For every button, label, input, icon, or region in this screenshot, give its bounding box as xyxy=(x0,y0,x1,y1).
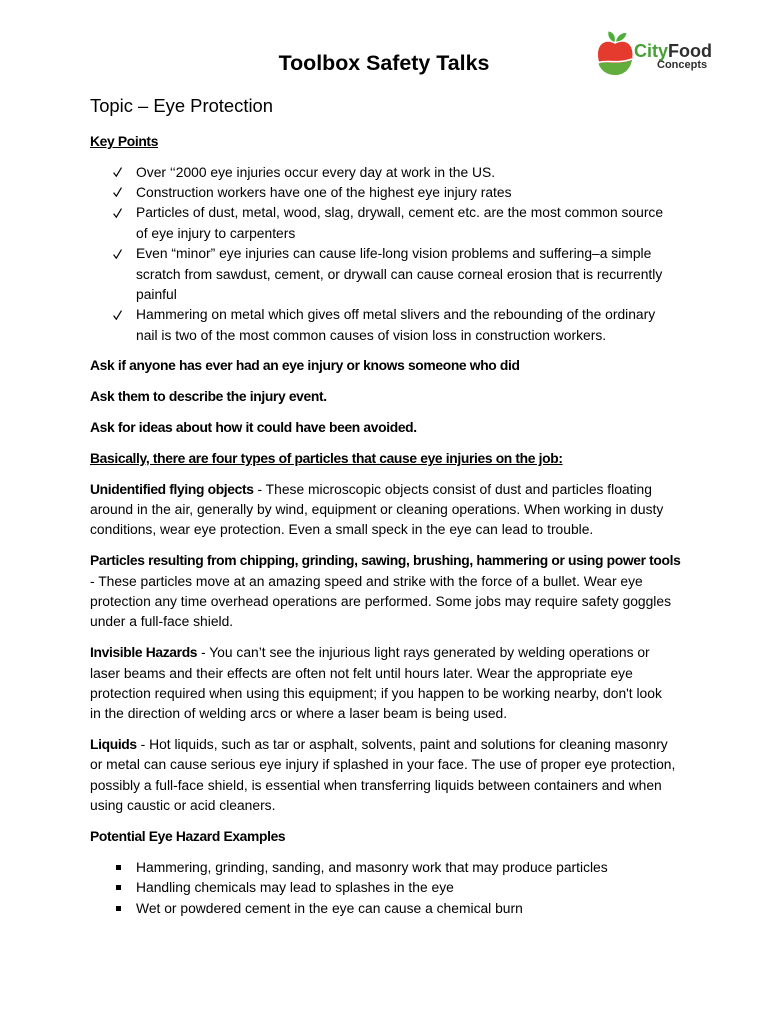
key-point-text: Over ‘‘2000 eye injuries occur every day at work in the US. xyxy=(136,163,496,180)
hazard-example-item xyxy=(90,877,730,897)
check-icon xyxy=(113,208,122,218)
paragraph-line: protection required when using this equipment; if you happen to be working nearby, don't look xyxy=(90,684,662,701)
check-mark-stroke xyxy=(114,168,122,177)
check-mark-stroke xyxy=(114,249,122,258)
check-mark-stroke xyxy=(114,310,122,319)
key-points-heading: Key Points xyxy=(90,132,159,149)
particle-types-heading: Basically, there are four types of particles that cause eye injuries on the job: xyxy=(90,449,563,466)
logo-wordmark xyxy=(634,41,712,61)
check-icon xyxy=(113,167,122,177)
particle-type-name: Particles resulting from chipping, grinding, sawing, brushing, hammering or using power tools xyxy=(90,552,681,569)
particle-type-paragraph xyxy=(90,479,730,540)
paragraph-line: in the direction of welding arcs or where a laser beam is being used. xyxy=(90,705,508,722)
hazard-example-item xyxy=(90,857,730,877)
paragraph-line: around in the air, generally by wind, equipment or cleaning operations. When working in dusty xyxy=(90,501,664,517)
hazard-examples-list xyxy=(90,857,730,918)
key-point-text: Construction workers have one of the highest eye injury rates xyxy=(136,183,512,200)
logo-wordmark-food: Food xyxy=(668,41,712,61)
particle-types xyxy=(90,479,730,816)
paragraph-line xyxy=(90,642,730,662)
paragraph-line xyxy=(90,734,730,754)
apple-leaf-right xyxy=(616,33,627,42)
key-point-text: Even “minor” eye injuries can cause life-long vision problems and suffering–a simple xyxy=(136,245,652,262)
topic-heading: Topic – Eye Protection xyxy=(90,95,273,116)
hazard-example-text: Wet or powdered cement in the eye can cause a chemical burn xyxy=(136,899,523,916)
paragraph-line xyxy=(90,479,730,499)
paragraph-text: - You can’t see the injurious light rays generated by welding operations or xyxy=(197,644,650,661)
key-point-text: scratch from sawdust, cement, or drywall can cause corneal erosion that is recurrently xyxy=(136,265,663,282)
paragraph-line: using caustic or acid cleaners. xyxy=(90,797,276,814)
key-point-item xyxy=(90,243,730,304)
paragraph-text: - Hot liquids, such as tar or asphalt, solvents, paint and solutions for cleaning masonry xyxy=(136,736,668,753)
key-point-item xyxy=(90,162,730,182)
check-icon xyxy=(113,249,122,259)
logo-tagline: Concepts xyxy=(657,59,708,71)
square-bullet-icon xyxy=(116,906,121,911)
paragraph-line: laser beams and their effects are often not felt until hours later. Wear the appropriate eye xyxy=(90,664,633,681)
paragraph-line: protection any time overhead operations are performed. Some jobs may require safety goggles xyxy=(90,592,671,609)
apple-in-hand-icon xyxy=(598,32,633,76)
paragraph-line: under a full-face shield. xyxy=(90,613,234,630)
key-point-item xyxy=(90,304,730,345)
key-point-text: nail is two of the most common causes of vision loss in construction workers. xyxy=(136,326,607,343)
discussion-prompt: Ask for ideas about how it could have been avoided. xyxy=(90,419,417,436)
particle-type-name: Invisible Hazards xyxy=(90,644,198,661)
discussion-prompt: Ask if anyone has ever had an eye injury or knows someone who did xyxy=(90,357,520,374)
square-bullet-icon xyxy=(116,865,121,870)
check-mark-stroke xyxy=(114,188,122,197)
key-point-text: painful xyxy=(136,285,177,302)
hazard-example-item xyxy=(90,898,730,918)
particle-type-paragraph xyxy=(90,642,730,724)
paragraph-line: conditions, wear eye protection. Even a small speck in the eye can lead to trouble. xyxy=(90,521,594,538)
key-point-text: Particles of dust, metal, wood, slag, drywall, cement etc. are the most common source xyxy=(136,204,664,221)
paragraph-line xyxy=(90,550,730,570)
key-point-item xyxy=(90,202,730,243)
paragraph-line: or metal can cause serious eye injury if splashed in your face. The use of proper eye protection, xyxy=(90,756,676,773)
key-point-text: Hammering on metal which gives off metal slivers and the rebounding of the ordinary xyxy=(136,306,656,323)
particle-type-name: Liquids xyxy=(90,736,137,753)
square-bullet-icon xyxy=(116,885,121,890)
check-icon xyxy=(113,310,122,320)
particle-type-paragraph xyxy=(90,550,730,632)
hazard-examples-heading: Potential Eye Hazard Examples xyxy=(90,828,286,845)
paragraph-line: - These particles move at an amazing speed and strike with the force of a bullet. Wear eye xyxy=(90,572,643,589)
document-title: Toolbox Safety Talks xyxy=(278,51,490,75)
paragraph-text: - These microscopic objects consist of dust and particles floating xyxy=(253,480,652,497)
particle-type-name: Unidentified flying objects xyxy=(90,480,254,497)
discussion-prompt: Ask them to describe the injury event. xyxy=(90,388,327,405)
check-icon xyxy=(113,187,122,197)
document-body xyxy=(90,131,730,929)
key-point-text: of eye injury to carpenters xyxy=(136,224,296,241)
key-points-list xyxy=(90,162,730,346)
apple-leaf-left xyxy=(608,32,615,43)
particle-type-paragraph xyxy=(90,734,730,816)
company-logo xyxy=(596,29,718,77)
paragraph-line: possibly a full-face shield, is essential when transferring liquids between containers and when xyxy=(90,776,662,793)
hazard-example-text: Hammering, grinding, sanding, and masonry work that may produce particles xyxy=(136,858,608,875)
check-mark-stroke xyxy=(114,208,122,217)
hazard-example-text: Handling chemicals may lead to splashes in the eye xyxy=(136,879,454,896)
logo-wordmark-city: City xyxy=(634,41,669,61)
key-point-item xyxy=(90,182,730,202)
